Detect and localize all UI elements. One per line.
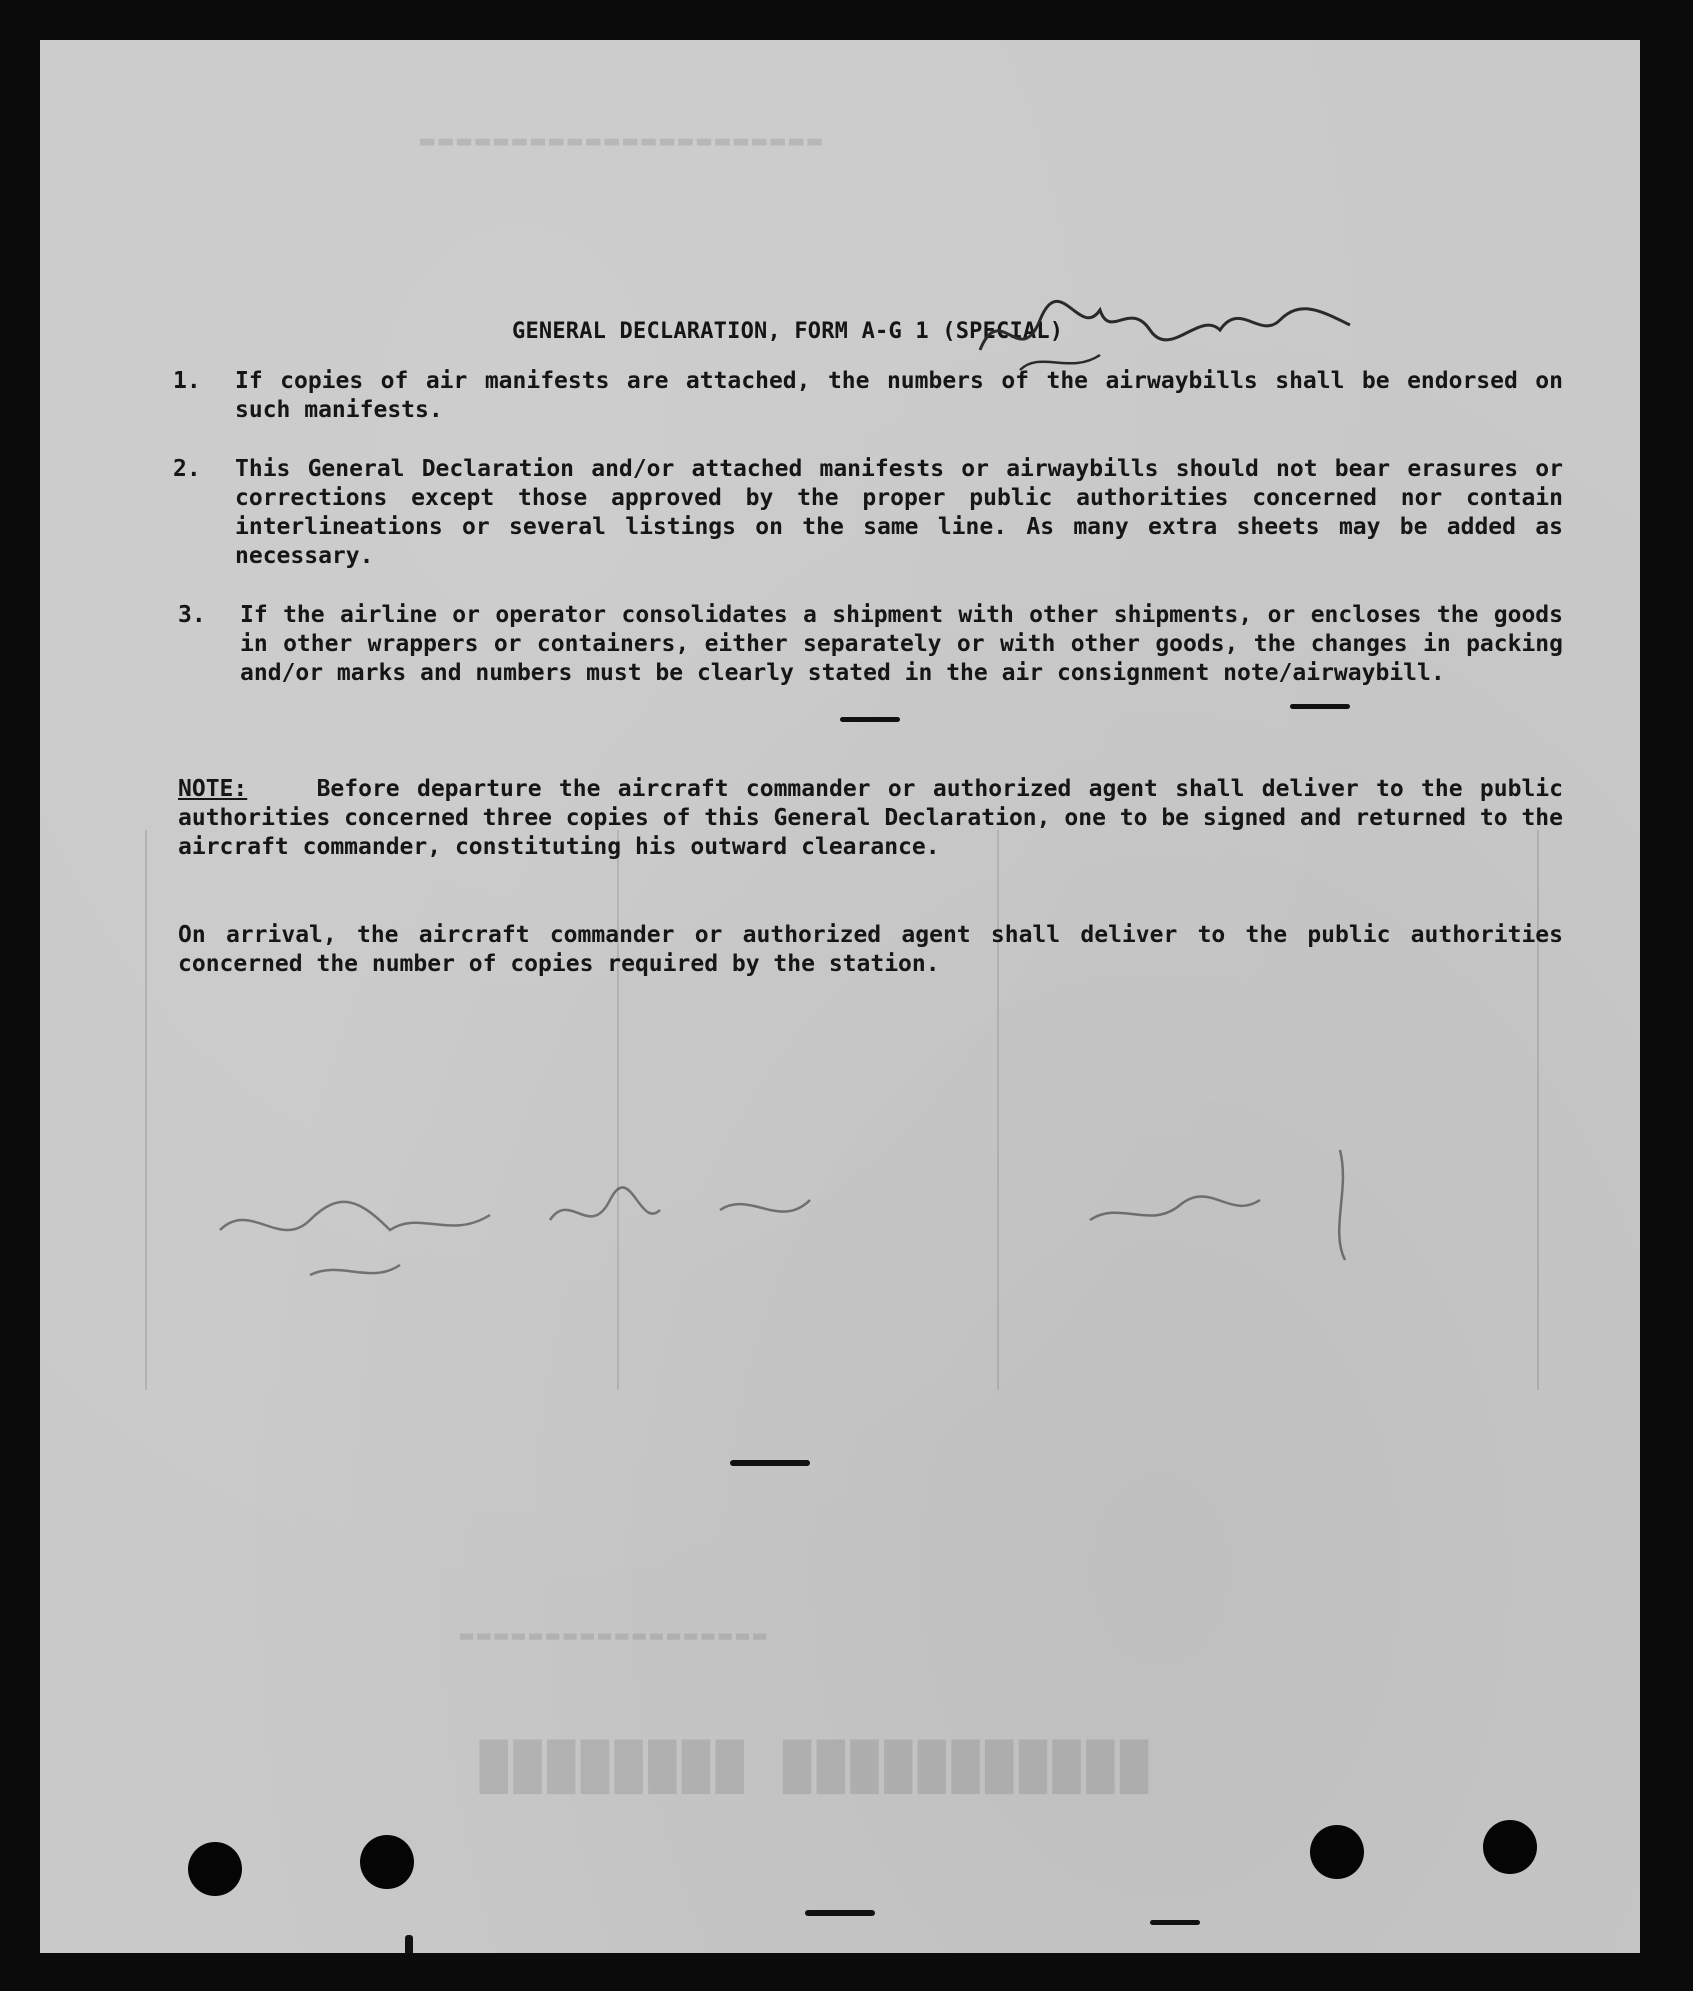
item-number: 3. xyxy=(178,602,206,628)
note-label: NOTE: xyxy=(178,776,248,802)
instruction-item-1 xyxy=(173,367,1563,425)
arrival-note: On arrival, the aircraft commander or authorized agent shall deliver to the public authorities concerned the number of copies required by the station. xyxy=(178,922,1563,977)
ink-mark xyxy=(840,717,900,722)
item-text: If copies of air manifests are attached, the numbers of the airwaybills shall be endorsed on such manifests. xyxy=(235,368,1563,423)
ink-mark xyxy=(730,1460,810,1466)
ink-mark xyxy=(805,1910,875,1916)
item-number: 1. xyxy=(173,368,201,394)
punch-hole xyxy=(188,1842,242,1896)
item-number: 2. xyxy=(173,456,201,482)
handwritten-notations xyxy=(190,1090,1490,1310)
form-title: GENERAL DECLARATION, FORM A-G 1 (SPECIAL) xyxy=(512,319,1064,344)
item-text: This General Declaration and/or attached manifests or airwaybills should not bear erasures or corrections except those approved by the proper public authorities concerned nor contain interlineations or several listings on the same line. As many extra sheets may be added as necessary. xyxy=(235,456,1563,569)
item-text: If the airline or operator consolidates a shipment with other shipments, or encloses the goods in other wrappers or containers, either separately or with other goods, the changes in packing and/or marks and numbers must be clearly stated in the air consignment note/airwaybill. xyxy=(240,602,1563,686)
ink-mark xyxy=(1290,704,1350,709)
ink-mark xyxy=(1150,1920,1200,1925)
punch-hole xyxy=(1310,1825,1364,1879)
bleed-through-heading: ████████ ███████████ xyxy=(480,1740,1154,1794)
punch-hole xyxy=(1483,1820,1537,1874)
ink-mark xyxy=(405,1935,413,1953)
instruction-item-3 xyxy=(178,601,1563,688)
punch-hole xyxy=(360,1835,414,1889)
note-text: Before departure the aircraft commander or authorized agent shall deliver to the public authorities concerned three copies of this General Declaration, one to be signed and returned to the aircraft commander, constituting his outward clearance. xyxy=(178,776,1563,860)
paper-sheet xyxy=(40,40,1640,1953)
instruction-item-2 xyxy=(173,455,1563,571)
bleed-through-line: ▬▬▬▬▬▬▬▬▬▬▬▬▬▬▬▬▬▬ xyxy=(460,1625,771,1650)
departure-note xyxy=(178,775,1563,862)
bleed-through-top: ▬▬▬▬▬▬▬▬▬▬▬▬▬▬▬▬▬▬▬▬▬▬ xyxy=(420,130,826,158)
